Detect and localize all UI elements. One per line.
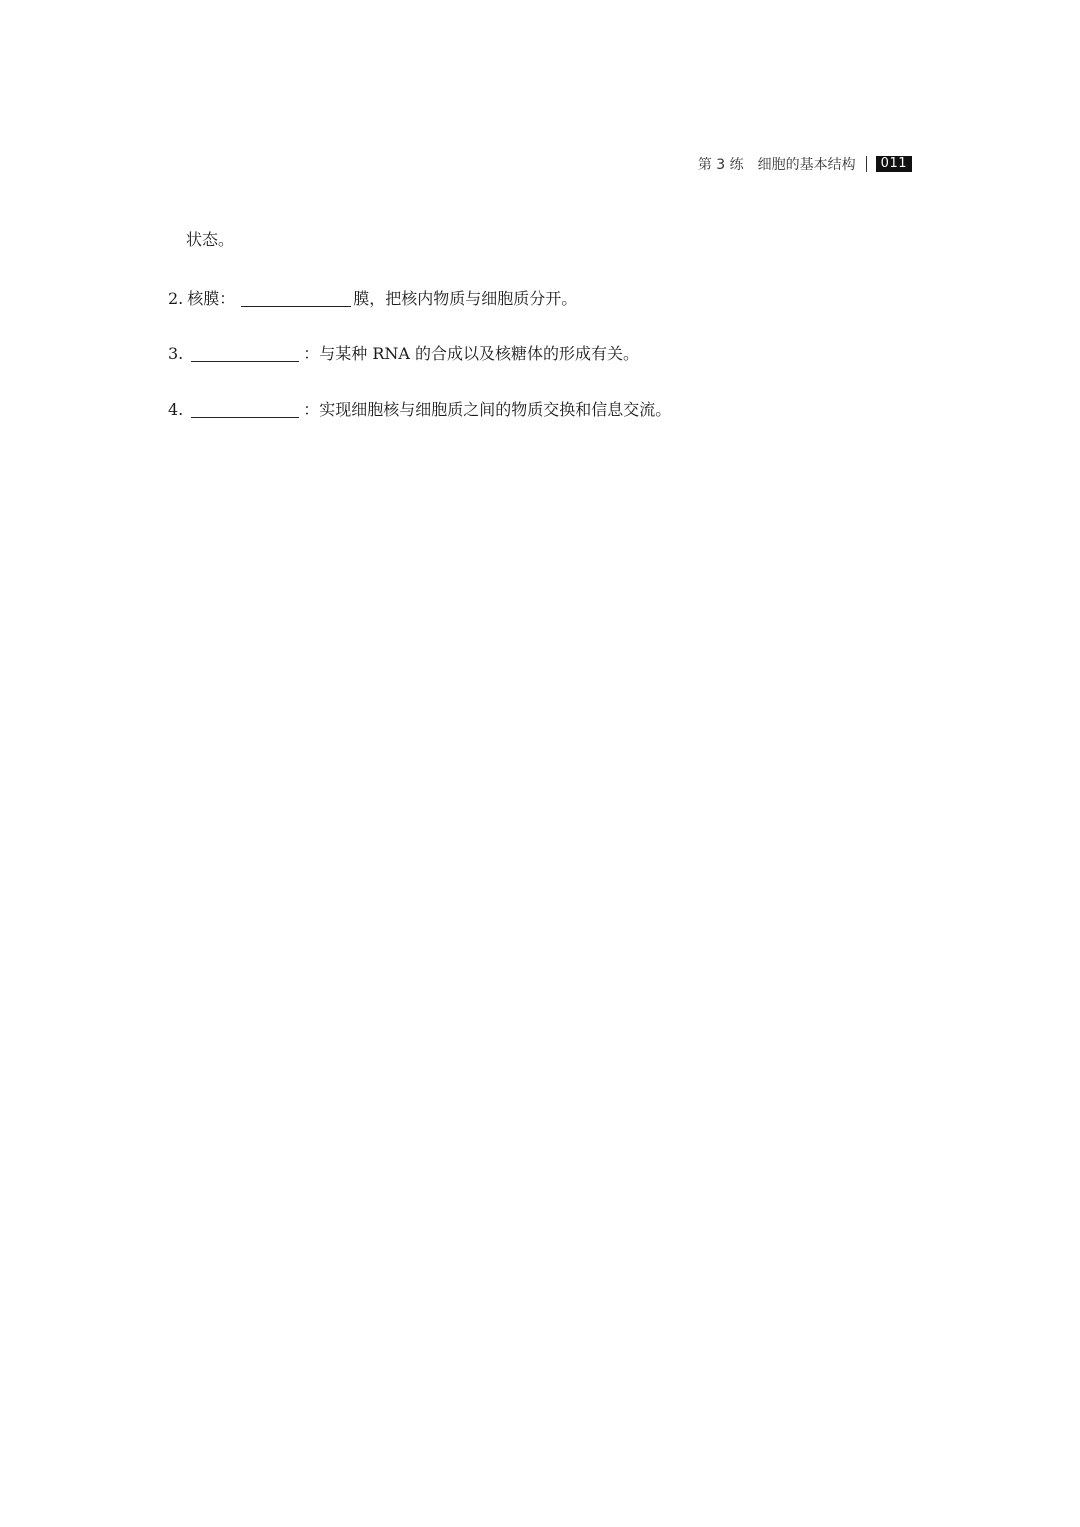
item-number: 2.: [168, 289, 184, 308]
item-number: 4.: [168, 400, 184, 419]
item-prefix: 核膜：: [187, 289, 236, 308]
answer-blank[interactable]: [191, 343, 299, 362]
answer-blank[interactable]: [241, 288, 351, 307]
header-title: 细胞的基本结构: [757, 157, 856, 173]
question-item-4: [168, 396, 671, 421]
question-item-3: [168, 340, 639, 365]
item-text: 膜，把核内物质与细胞质分开。: [353, 289, 578, 308]
answer-blank[interactable]: [191, 399, 299, 418]
header-divider: [866, 156, 867, 172]
item-text: ：实现细胞核与细胞质之间的物质交换和信息交流。: [303, 400, 672, 419]
running-header: [698, 154, 912, 174]
continuation-text: 状态。: [186, 230, 235, 249]
item-text: ：与某种 RNA 的合成以及核糖体的形成有关。: [303, 344, 640, 363]
header-lesson: 第 3 练: [697, 157, 744, 173]
page-number: 011: [876, 156, 912, 172]
question-item-2: [168, 285, 577, 310]
item-number: 3.: [168, 344, 184, 363]
